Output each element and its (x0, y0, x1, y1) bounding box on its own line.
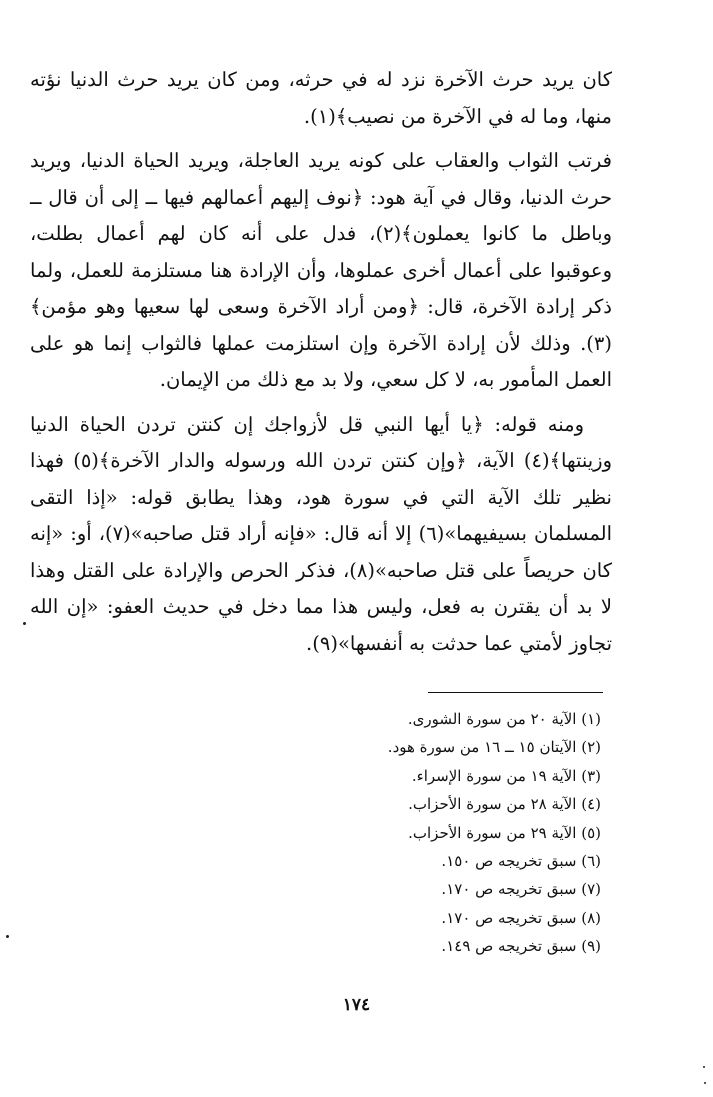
page-number: ١٧٤ (342, 995, 371, 1015)
footnotes (201, 705, 601, 961)
scan-speck (6, 935, 9, 938)
footnote-item: (٨) سبق تخريجه ص ١٧٠. (441, 908, 601, 927)
paragraph: ومنه قوله: ﴿يا أيها النبي قل لأزواجك إن كنتن تردن الحياة الدنيا وزينتها﴾(٤) الآية، ﴿وإن كنتن تردن الله ورسوله والدار الآخرة﴾(٥) فهذا نظير تلك الآية التي في سورة هود، وهذا يطابق قوله: «إذا التقى المسلمان بسيفيهما»(٦) إلا أنه قال: «فإنه أراد قتل صاحبه»(٧)، أو: «إنه كان حريصاً على قتل صاحبه»(٨)، فذكر الحرص والإرادة على القتل وهذا لا بد أن يقترن به فعل، وليس هذا مما دخل في حديث العفو: «إن الله تجاوز لأمتي عما حدثت به أنفسها»(٩). (30, 412, 612, 655)
footnote-item: (٦) سبق تخريجه ص ١٥٠. (441, 852, 601, 871)
footnote-separator (428, 692, 603, 693)
scan-speck (703, 1066, 705, 1068)
footnote-item: (٩) سبق تخريجه ص ١٤٩. (441, 937, 601, 956)
footnote-item: (١) الآية ٢٠ من سورة الشورى. (407, 710, 601, 728)
footnote-item: (٥) الآية ٢٩ من سورة الأحزاب. (408, 823, 601, 842)
main-text (30, 62, 612, 670)
footnote-item: (٧) سبق تخريجه ص ١٧٠. (441, 880, 601, 899)
scan-speck (23, 622, 26, 625)
paragraph: كان يريد حرث الآخرة نزد له في حرثه، ومن كان يريد حرث الدنيا نؤته منها، وما له في الآخرة من نصيب﴾(١). (30, 68, 612, 128)
scan-speck (704, 1082, 706, 1084)
paragraph: فرتب الثواب والعقاب على كونه يريد العاجلة، ويريد الحياة الدنيا، ويريد حرث الدنيا، وقال في آية هود: ﴿نوف إليهم أعمالهم فيها ــ إلى أن قال ــ وباطل ما كانوا يعملون﴾(٢)، فدل على أنه كان لهم أعمال بطلت، وعوقبوا على أعمال أخرى عملوها، وأن الإرادة هنا مستلزمة للعمل، ولما ذكر إرادة الآخرة، قال: ﴿ومن أراد الآخرة وسعى لها سعيها وهو مؤمن﴾(٣). وذلك لأن إرادة الآخرة وإن استلزمت عملها فالثواب إنما هو على العمل المأمور به، لا كل سعي، ولا بد مع ذلك من الإيمان. (30, 149, 612, 391)
footnote-item: (٢) الآيتان ١٥ ــ ١٦ من سورة هود. (387, 738, 601, 757)
footnote-item: (٣) الآية ١٩ من سورة الإسراء. (411, 766, 601, 785)
footnote-item: (٤) الآية ٢٨ من سورة الأحزاب. (408, 795, 601, 814)
